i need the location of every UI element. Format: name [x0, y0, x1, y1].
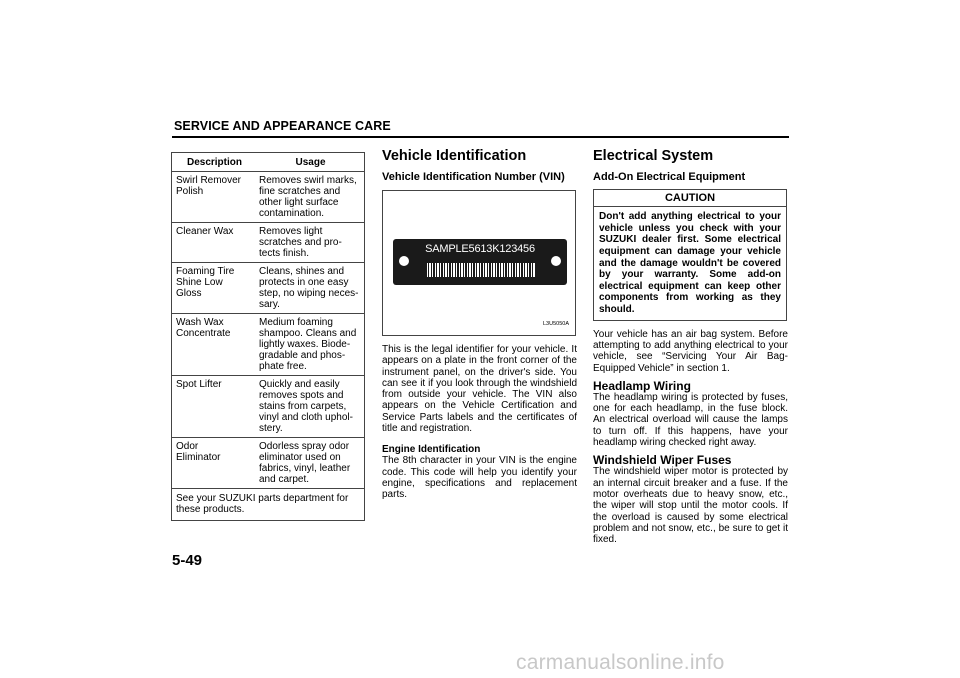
- electrical-system-column: [593, 147, 788, 545]
- table-cell-description: Wash Wax Concentrate: [172, 314, 258, 376]
- table-cell-usage: Removes swirl marks, fine scratches and other light surface contamination.: [257, 172, 365, 223]
- wiper-paragraph: The windshield wiper motor is protected by an internal circuit breaker and a fuse. If the motor overheats due to heavy snow, etc., the wiper will stop until the motor cools. If the overload is caused by some electrical problem and not snow, etc., be sure to get it fixed.: [593, 466, 788, 546]
- table-footnote: See your SUZUKI parts department for these products.: [176, 493, 349, 515]
- table-header-description: Description: [172, 153, 258, 172]
- addon-equipment-heading: Add-On Electrical Equipment: [593, 171, 746, 183]
- table-footnote-row: [172, 489, 365, 521]
- vin-paragraph: This is the legal identifier for your vehicle. It appears on a plate in the front corner of the instrument panel, on the driver's side. You can see it if you look through the windshield from outside your vehicle. The VIN also appears on the Vehicle Certification and Service Parts labels and the certificates of title and registration.: [382, 344, 577, 435]
- vehicle-identification-title: Vehicle Identification: [382, 148, 527, 164]
- figure-code: L3U5050A: [543, 320, 569, 327]
- rivet-hole-right: [551, 256, 561, 266]
- header-rule: [172, 136, 789, 138]
- caution-title: CAUTION: [594, 190, 786, 207]
- table-row: [172, 223, 365, 263]
- vin-plate-figure: [382, 190, 576, 336]
- wiper-fuses-heading: Windshield Wiper Fuses: [593, 453, 732, 468]
- products-table: [171, 152, 365, 521]
- table-cell-description: Swirl Remover Polish: [172, 172, 258, 223]
- page-number: 5-49: [172, 552, 203, 569]
- engine-paragraph: The 8th character in your VIN is the engine code. This code will help you identify your engine, specifications and replacement parts.: [382, 455, 577, 501]
- electrical-system-title: Electrical System: [593, 148, 714, 164]
- table-row: [172, 263, 365, 314]
- table-header-usage: Usage: [257, 153, 365, 172]
- table-row: [172, 172, 365, 223]
- vin-plate: [393, 239, 567, 285]
- table-cell-usage: Medium foaming shampoo. Cleans and lightly waxes. Biode- gradable and phos- phate free.: [257, 314, 365, 376]
- vin-plate-text: SAMPLE5613K123456: [425, 243, 535, 255]
- headlamp-paragraph: The headlamp wiring is protected by fuses, one for each headlamp, in the fuse block. An electrical overload will cause the lamps to turn off. If this happens, have your headlamp wiring checked right away.: [593, 391, 788, 449]
- table-cell-description: Foaming Tire Shine Low Gloss: [172, 263, 258, 314]
- table-body: [172, 172, 365, 521]
- headlamp-wiring-heading: Headlamp Wiring: [593, 378, 691, 393]
- table-cell-usage: Cleans, shines and protects in one easy step, no wiping neces- sary.: [257, 263, 365, 314]
- vin-heading: Vehicle Identification Number (VIN): [382, 171, 565, 183]
- table-row: [172, 376, 365, 438]
- table-cell-description: Spot Lifter: [172, 376, 258, 438]
- table-row: [172, 314, 365, 376]
- caution-text: Don't add anything electrical to your vehicle unless you check with your SUZUKI dealer first. Some electrical equipment can damage your vehicle and the damage wouldn't be covered by your warranty. Some add-on electrical equipment can keep other components from working as they should.: [599, 211, 781, 316]
- table-cell-usage: Removes light scratches and pro- tects finish.: [257, 223, 365, 263]
- vehicle-identification-column: [382, 147, 577, 501]
- table-cell-description: Odor Eliminator: [172, 438, 258, 489]
- table-row: [172, 438, 365, 489]
- table-header-row: [172, 153, 365, 172]
- table-cell-usage: Quickly and easily removes spots and stains from carpets, vinyl and cloth uphol- stery.: [257, 376, 365, 438]
- table-cell-description: Cleaner Wax: [172, 223, 258, 263]
- vin-barcode: [427, 263, 535, 277]
- watermark: carmanualsonline.info: [516, 651, 725, 674]
- caution-box: [593, 189, 787, 321]
- rivet-hole-left: [399, 256, 409, 266]
- engine-identification-heading: Engine Identification: [382, 444, 481, 456]
- table-cell-usage: Odorless spray odor eliminator used on fabrics, vinyl, leather and carpet.: [257, 438, 365, 489]
- airbag-paragraph: Your vehicle has an air bag system. Before attempting to add anything electrical to your vehicle, see “Servicing Your Air Bag-Equipped Vehicle” in section 1.: [593, 328, 788, 374]
- section-header: SERVICE AND APPEARANCE CARE: [174, 119, 391, 133]
